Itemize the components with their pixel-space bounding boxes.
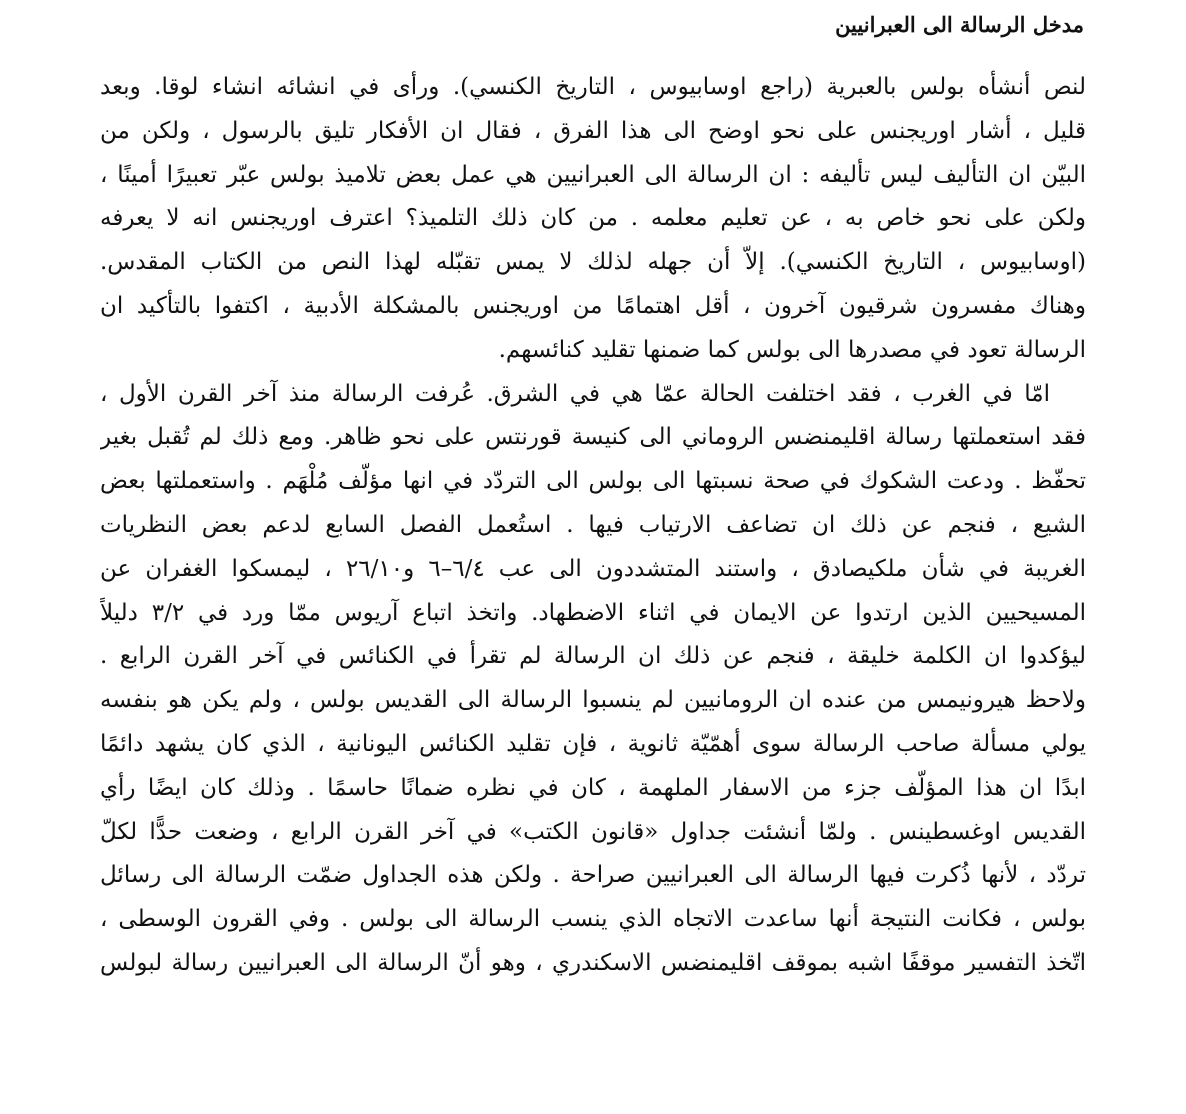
paragraph-1 bbox=[100, 66, 1086, 373]
text-line: فقد استعملتها رسالة اقليمنضس الروماني الى كنيسة قورنتس على نحو ظاهر. ومع ذلك لم تُقبل بغير bbox=[100, 424, 1086, 451]
text-line: (اوسابيوس ، التاريخ الكنسي). إلاّ أن جهله لذلك لا يمس تقبّله لهذا النص من الكتاب المقدس. bbox=[100, 249, 1086, 276]
text-line: البيّن ان التأليف ليس تأليفه : ان الرسالة الى العبرانيين هي عمل بعض تلاميذ بولس عبّر تعبيرًا أمينًا ، bbox=[100, 161, 1086, 188]
running-header: مدخل الرسالة الى العبرانيين bbox=[835, 12, 1084, 37]
text-line: القديس اوغسطينس . ولمّا أنشئت جداول «قانون الكتب» في آخر القرن الرابع ، وضعت حدًّا لكلّ bbox=[100, 818, 1086, 845]
paragraph-2 bbox=[100, 373, 1086, 986]
text-line: يولي مسألة صاحب الرسالة سوى أهمّيّة ثانوية ، فإن تقليد الكنائس اليونانية ، الذي كان يشهد دائمًا bbox=[100, 730, 1086, 757]
text-line: امّا في الغرب ، فقد اختلفت الحالة عمّا هي في الشرق. عُرفت الرسالة منذ آخر القرن الأول ، bbox=[100, 380, 1050, 407]
text-line: الشيع ، فنجم عن ذلك ان تضاعف الارتياب فيها . استُعمل الفصل السابع لدعم بعض النظريات bbox=[100, 511, 1086, 538]
text-line: لنص أنشأه بولس بالعبرية (راجع اوسابيوس ، التاريخ الكنسي). ورأى في انشائه انشاء لوقا. وبعد bbox=[100, 74, 1086, 100]
text-line: الغريبة في شأن ملكيصادق ، واستند المتشددون الى عب ٦/٤–٦ و٢٦/١٠ ، ليمسكوا الغفران عن bbox=[100, 555, 1086, 582]
text-line: المسيحيين الذين ارتدوا عن الايمان في اثناء الاضطهاد. واتخذ اتباع آريوس ممّا ورد في ٣/٢ دليلاً bbox=[100, 599, 1086, 626]
text-line: بولس ، فكانت النتيجة أنها ساعدت الاتجاه الذي ينسب الرسالة الى بولس . وفي القرون الوسطى ، bbox=[100, 906, 1086, 933]
text-line: ليؤكدوا ان الكلمة خليقة ، فنجم عن ذلك ان الرسالة لم تقرأ في الكنائس في آخر القرن الرابع . bbox=[100, 643, 1086, 670]
text-line: الرسالة تعود في مصدرها الى بولس كما ضمنها تقليد كنائسهم. bbox=[498, 336, 1086, 363]
text-line: وهناك مفسرون شرقيون آخرون ، أقل اهتمامًا من اوريجنس بالمشكلة الأدبية ، اكتفوا بالتأكيد ان bbox=[100, 292, 1086, 319]
text-line: تحفّظ . ودعت الشكوك في صحة نسبتها الى بولس الى التردّد في انها مؤلّف مُلْهَم . واستعملتها بعض bbox=[100, 468, 1086, 495]
text-line: اتّخذ التفسير موقفًا اشبه بموقف اقليمنضس الاسكندري ، وهو أنّ الرسالة الى العبرانيين رسالة لبولس bbox=[100, 949, 1086, 976]
body-text bbox=[100, 66, 1086, 986]
text-line: ولاحظ هيرونيمس من عنده ان الرومانيين لم ينسبوا الرسالة الى القديس بولس ، ولم يكن هو بنفسه bbox=[100, 687, 1086, 714]
text-line: ولكن على نحو خاص به ، عن تعليم معلمه . من كان ذلك التلميذ؟ اعترف اوريجنس انه لا يعرفه bbox=[100, 205, 1086, 232]
text-line: تردّد ، لأنها ذُكرت فيها الرسالة الى العبرانيين صراحة . ولكن هذه الجداول ضمّت الرسالة الى رسائل bbox=[100, 862, 1086, 889]
text-line: ابدًا ان هذا المؤلّف جزء من الاسفار الملهمة ، كان في نظره ضمانًا حاسمًا . وذلك كان ايضًا رأي bbox=[100, 774, 1086, 801]
text-line: قليل ، أشار اوريجنس على نحو اوضح الى هذا الفرق ، فقال ان الأفكار تليق بالرسول ، ولكن من bbox=[100, 117, 1086, 144]
